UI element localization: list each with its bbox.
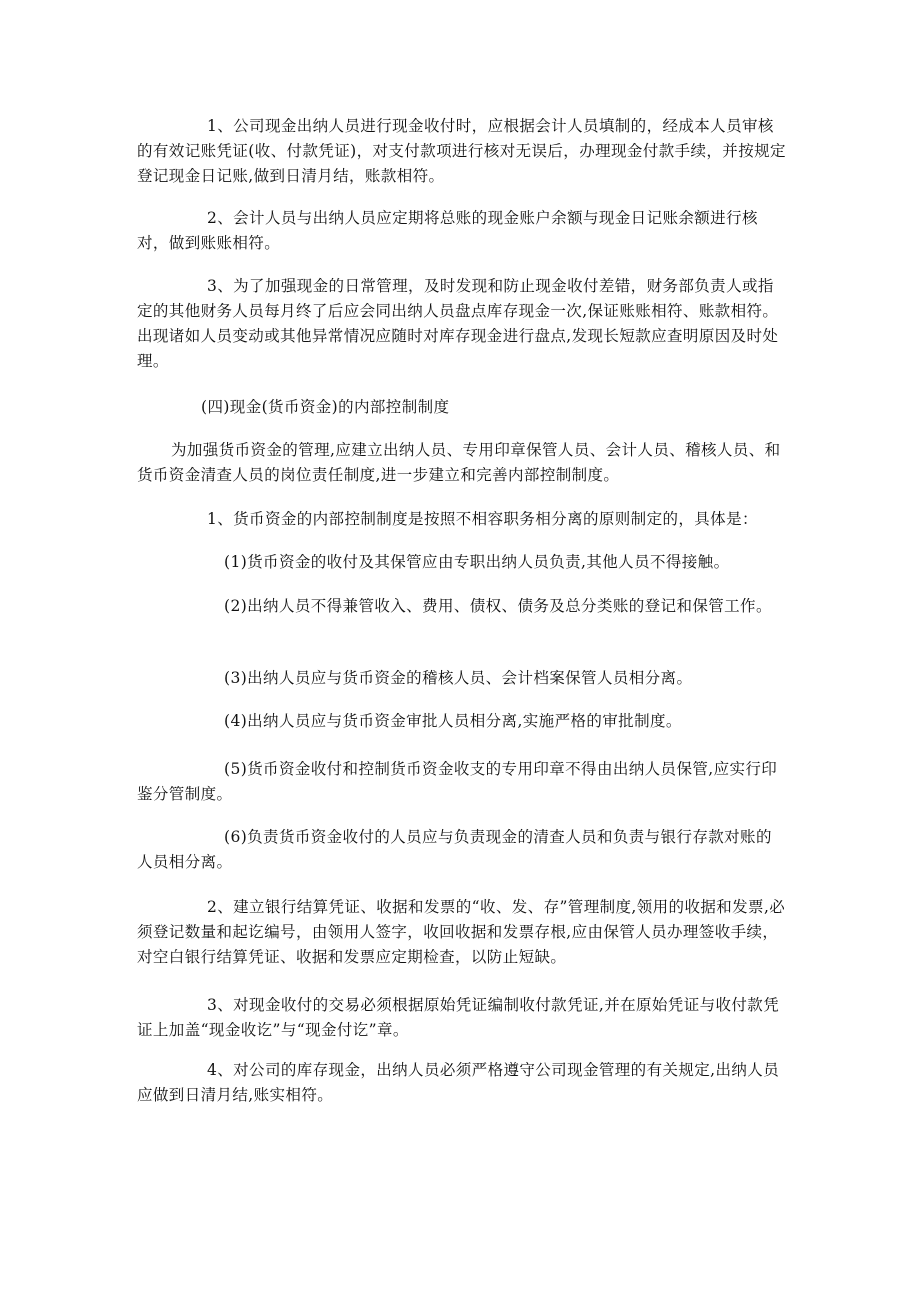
list-item-control-3: (3)出纳人员应与货币资金的稽核人员、会计档案保管人员相分离。 [224,669,693,687]
paragraph-cash-receipt-procedure: 1、公司现金出纳人员进行现金收付时，应根据会计人员填制的，经成本人员审核的有效记账凭证(收、付款凭证)，对支付款项进行核对无误后，办理现金付款手续，并按规定登记现金日记账,做到日清月结，账款相符。 [137,117,786,185]
paragraph-reconciliation: 2、会计人员与出纳人员应定期将总账的现金账户余额与现金日记账余额进行核对，做到账账相符。 [137,209,758,252]
list-item-control-1: (1)货币资金的收付及其保管应由专职出纳人员负责,其他人员不得接触。 [224,553,730,571]
section-heading-internal-control: (四)现金(货币资金)的内部控制制度 [201,398,450,416]
paragraph-responsibility-system: 为加强货币资金的管理,应建立出纳人员、专用印章保管人员、会计人员、稽核人员、和货币资金清查人员的岗位责任制度,进一步建立和完善内部控制制度。 [137,441,781,484]
paragraph-cash-count: 3、为了加强现金的日常管理，及时发现和防止现金收付差错，财务部负责人或指定的其他财务人员每月终了后应会同出纳人员盘点库存现金一次,保证账账相符、账款相符。出现诸如人员变动或其他异常情况应随时对库存现金进行盘点,发现长短款应查明原因及时处理。 [137,277,779,370]
paragraph-receipt-management: 2、建立银行结算凭证、收据和发票的“收、发、存”管理制度,领用的收据和发票,必须登记数量和起讫编号，由领用人签字，收回收据和发票存根,应由保管人员办理签收手续，对空白银行结算凭证、收据和发票应定期检查，以防止短缺。 [137,898,786,966]
paragraph-voucher-stamps: 3、对现金收付的交易必须根据原始凭证编制收付款凭证,并在原始凭证与收付款凭证上加盖“现金收讫”与“现金付讫”章。 [137,996,780,1039]
list-item-control-5: (5)货币资金收付和控制货币资金收支的专用印章不得由出纳人员保管,应实行印鉴分管制度。 [137,760,778,803]
list-item-control-6: (6)负责货币资金收付的人员应与负责现金的清查人员和负责与银行存款对账的人员相分离。 [137,828,772,871]
paragraph-internal-control-principle: 1、货币资金的内部控制制度是按照不相容职务相分离的原则制定的，具体是： [207,510,758,528]
list-item-control-4: (4)出纳人员应与货币资金审批人员相分离,实施严格的审批制度。 [224,712,682,730]
paragraph-inventory-cash: 4、对公司的库存现金，出纳人员必须严格遵守公司现金管理的有关规定,出纳人员应做到日清月结,账实相符。 [137,1061,780,1104]
list-item-control-2: (2)出纳人员不得兼管收入、费用、债权、债务及总分类账的登记和保管工作。 [224,597,772,615]
